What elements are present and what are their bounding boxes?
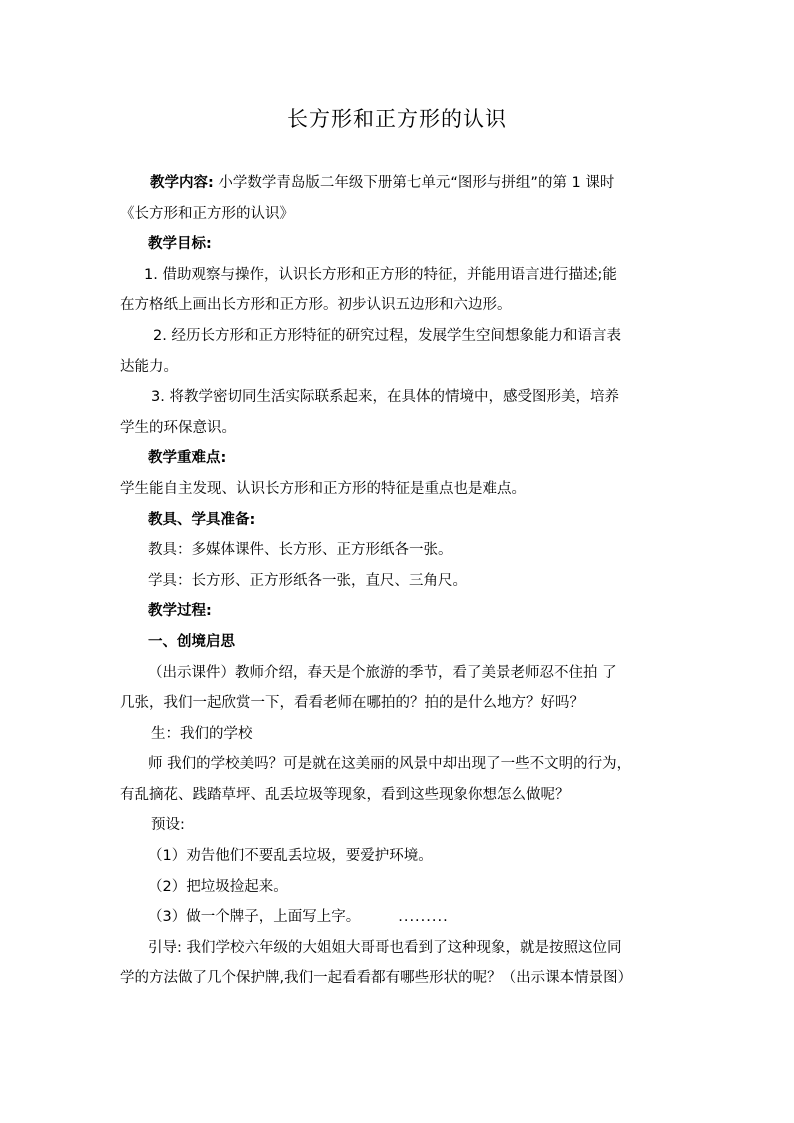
section-heading-1: 一、创境启思 (148, 633, 235, 650)
ellipsis: ......... (398, 909, 449, 926)
paragraph-3: 引导: 我们学校六年级的大姐姐大哥哥也看到了这种现象，就是按照这位同 (148, 939, 622, 956)
content-text: 小学数学青岛版二年级下册第七单元“图形与拼组”的第 1 课时 (213, 175, 615, 191)
paragraph-1: （出示课件）教师介绍，春天是个旅游的季节，看了美景老师忍不住拍 了 (148, 664, 617, 681)
paragraph-2: 师 我们的学校美吗？可是就在这美丽的风景中却出现了一些不文明的行为， (148, 756, 632, 773)
materials-student: 学具：长方形、正方形纸各一张，直尺、三角尺。 (148, 572, 467, 589)
paragraph-3-cont: 学的方法做了几个保护牌,我们一起看看都有哪些形状的呢？（出示课本情景图） (120, 970, 633, 987)
content-line (120, 168, 680, 199)
objective-2-cont: 达能力。 (120, 358, 178, 375)
keypoints-heading: 教学重难点: (148, 450, 227, 467)
objectives-heading: 教学目标: (148, 236, 212, 253)
objective-3-cont: 学生的环保意识。 (120, 419, 236, 436)
objective-1: 1. 借助观察与操作，认识长方形和正方形的特征，并能用语言进行描述;能 (144, 266, 617, 283)
objective-3: 3. 将教学密切同生活实际联系起来，在具体的情境中，感受图形美，培养 (151, 389, 619, 406)
preset-option-3-text: （3）做一个牌子，上面写上字。 (148, 909, 361, 926)
student-reply: 生：我们的学校 (151, 725, 253, 742)
document-body (120, 168, 680, 994)
materials-heading: 教具、学具准备: (148, 511, 256, 528)
paragraph-2-cont: 有乱摘花、践踏草坪、乱丢垃圾等现象，看到这些现象你想怎么做呢？ (120, 786, 570, 803)
paragraph-1-cont: 几张，我们一起欣赏一下，看看老师在哪拍的？拍的是什么地方？好吗？ (120, 695, 584, 712)
objective-2: 2. 经历长方形和正方形特征的研究过程，发展学生空间想象能力和语言表 (153, 327, 621, 344)
content-label: 教学内容: (150, 175, 214, 191)
keypoints-text: 学生能自主发现、认识长方形和正方形的特征是重点也是难点。 (120, 480, 526, 497)
document-title: 长方形和正方形的认识 (287, 107, 507, 131)
objective-1-cont: 在方格纸上画出长方形和正方形。初步认识五边形和六边形。 (120, 297, 512, 314)
process-heading: 教学过程: (148, 603, 212, 620)
preset-label: 预设: (151, 817, 185, 834)
preset-option-2: （2）把垃圾捡起来。 (148, 878, 288, 895)
materials-teacher: 教具：多媒体课件、长方形、正方形纸各一张。 (148, 542, 453, 559)
preset-option-3 (120, 902, 680, 933)
content-line-2: 《长方形和正方形的认识》 (120, 205, 294, 222)
preset-option-1: （1）劝告他们不要乱丢垃圾，要爱护环境。 (148, 848, 433, 865)
